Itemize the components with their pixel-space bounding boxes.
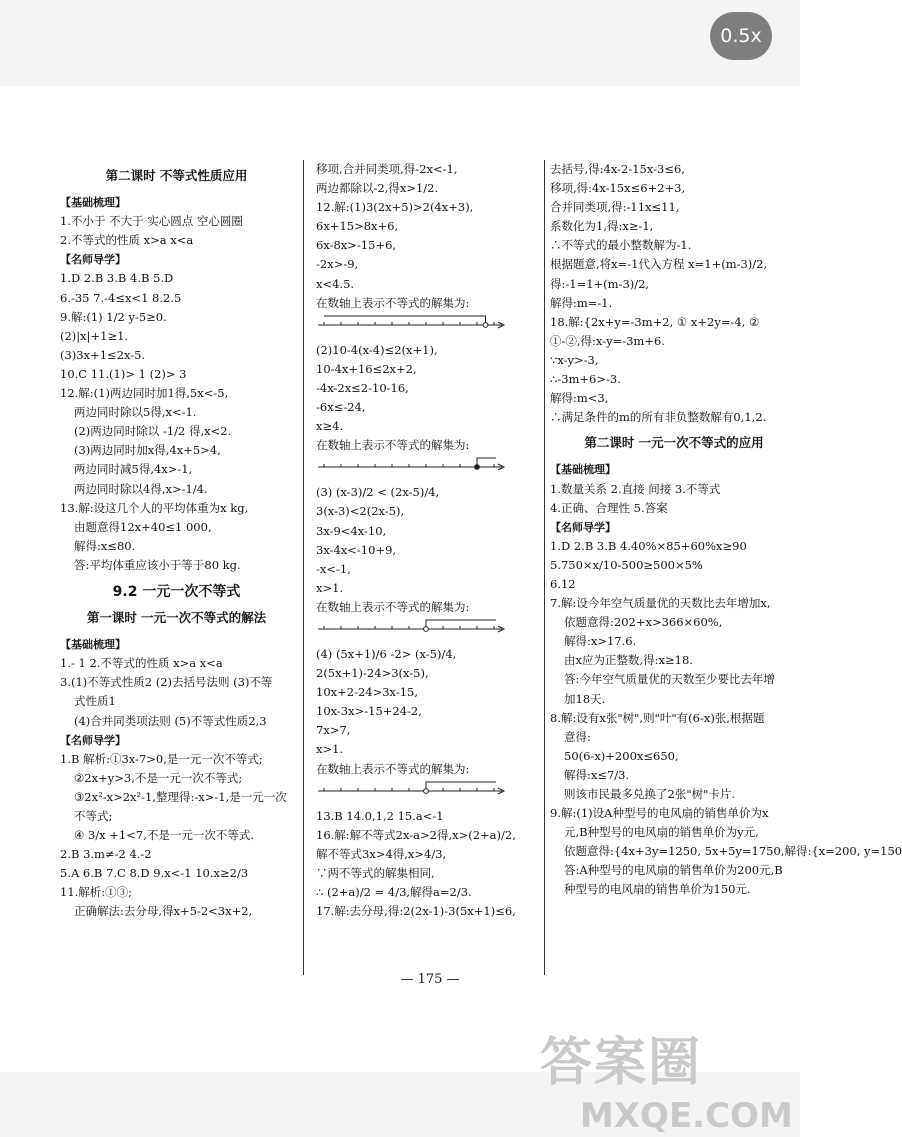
answer-line: x>1.	[316, 580, 344, 595]
answer-line: ②2x+y>3,不是一元一次不等式;	[74, 770, 243, 785]
answer-line: 6.12	[550, 576, 576, 591]
answer-line: (2)|x|+1≥1.	[60, 328, 129, 343]
answer-line: (4) (5x+1)/6 -2> (x-5)/4,	[316, 646, 457, 661]
answer-line: -x<-1,	[316, 561, 351, 576]
answer-line: 10.C 11.(1)> 1 (2)> 3	[60, 366, 187, 381]
answer-line: ∴不等式的最小整数解为-1.	[550, 238, 692, 253]
answer-line: 答:今年空气质量优的天数至少要比去年增	[564, 672, 775, 687]
answer-line: (3)两边同时加x得,4x+5>4,	[74, 443, 221, 458]
answer-line: 13.B 14.0,1,2 15.a<-1	[316, 808, 444, 823]
answer-line: 去括号,得:4x-2-15x-3≤6,	[550, 162, 685, 176]
section-tag: 【名师导学】	[550, 520, 616, 534]
answer-line: 50(6-x)+200x≤650,	[564, 748, 679, 763]
answer-line: 解得:x≤80.	[74, 538, 136, 553]
answer-line: 9.解:(1) 1/2 y-5≥0.	[60, 309, 167, 324]
answer-line: 1.不小于 不大于 实心圆点 空心圆圈	[60, 214, 243, 229]
section-tag: 【名师导学】	[60, 733, 126, 747]
answer-line: 得:-1=1+(m-3)/2,	[550, 276, 650, 291]
endpoint-dot	[483, 322, 488, 327]
answer-line: 种型号的电风扇的销售单价为150元.	[564, 882, 751, 897]
lesson-title: 第二课时 不等式性质应用	[105, 168, 248, 183]
answer-line: 系数化为1,得:x≥-1,	[550, 219, 654, 234]
answer-line: -6x≤-24,	[316, 400, 366, 415]
section-title: 9.2 一元一次不等式	[112, 583, 241, 600]
answer-line: (4)合并同类项法则 (5)不等式性质2,3	[74, 713, 267, 728]
answer-line: 18.解:{2x+y=-3m+2, ① x+2y=-4, ②	[550, 314, 760, 329]
answer-line: 解不等式3x>4得,x>4/3,	[316, 846, 447, 861]
endpoint-dot	[475, 465, 480, 470]
answer-line: 在数轴上表示不等式的解集为:	[316, 761, 470, 776]
answer-line: 移项,合并同类项,得-2x<-1,	[316, 162, 458, 176]
lesson-title: 第一课时 一元一次不等式的解法	[86, 610, 267, 626]
answer-line: 正确解法:去分母,得x+5-2<3x+2,	[74, 904, 253, 919]
answer-line: -4x-2x≤2-10-16,	[316, 380, 409, 395]
answer-line: 由题意得12x+40≤1 000,	[74, 519, 212, 534]
answer-line: (3)3x+1≤2x-5.	[60, 347, 146, 362]
answer-line: (2)10-4(x-4)≤2(x+1),	[316, 342, 438, 357]
answer-line: 10x-3x>-15+24-2,	[316, 704, 422, 719]
answer-line: 在数轴上表示不等式的解集为:	[316, 599, 470, 614]
answer-line: -2x>-9,	[316, 257, 359, 272]
answer-line: 1.- 1 2.不等式的性质 x>a x<a	[60, 656, 223, 671]
answer-line: 两边同时除以5得,x<-1.	[74, 405, 197, 420]
answer-line: ∴满足条件的m的所有非负整数解有0,1,2.	[550, 410, 767, 425]
document-page	[60, 160, 902, 990]
section-tag: 【基础梳理】	[60, 196, 126, 210]
answer-line: 两边同时减5得,4x>-1,	[74, 462, 193, 477]
answer-line: ∴-3m+6>-3.	[550, 372, 621, 387]
answer-line: 6.-35 7.-4≤x<1 8.2.5	[60, 290, 182, 305]
answer-line: 1.B 解析:①3x-7>0,是一元一次不等式;	[60, 751, 263, 766]
answer-line: x≥4.	[316, 419, 344, 434]
answer-line: 解得:m=-1.	[550, 295, 613, 310]
answer-line: 由x应为正整数,得:x≥18.	[564, 653, 693, 668]
column-divider	[303, 160, 304, 975]
column-middle	[316, 160, 538, 921]
answer-line: 两边都除以-2,得x>1/2.	[316, 181, 439, 196]
section-tag: 【名师导学】	[60, 253, 126, 267]
column-left	[60, 160, 293, 922]
number-line	[316, 617, 506, 645]
answer-line: 7.解:设今年空气质量优的天数比去年增加x,	[550, 596, 771, 611]
solution-ray	[426, 620, 496, 629]
answer-line: 7x>7,	[316, 723, 351, 738]
watermark	[520, 1020, 800, 1137]
answer-line: 1.D 2.B 3.B 4.40%×85+60%x≥90	[550, 538, 747, 553]
number-line	[316, 779, 506, 807]
answer-line: 不等式;	[74, 809, 113, 823]
section-tag: 【基础梳理】	[60, 638, 126, 652]
answer-line: ∵x-y>-3,	[550, 352, 599, 367]
answer-line: 10-4x+16≤2x+2,	[316, 361, 417, 376]
answer-line: (2)两边同时除以 -1/2 得,x<2.	[74, 424, 232, 439]
page-number: — 175 —	[400, 972, 460, 987]
zoom-level-badge[interactable]: 0.5x	[710, 12, 772, 60]
answer-line: 在数轴上表示不等式的解集为:	[316, 438, 470, 453]
answer-line: 1.数量关系 2.直接 间接 3.不等式	[550, 481, 721, 496]
answer-line: 10x+2-24>3x-15,	[316, 685, 419, 700]
answer-line: 13.解:设这几个人的平均体重为x kg,	[60, 500, 249, 515]
answer-line: 8.解:设有x张"树",则"叶"有(6-x)张,根据题	[550, 710, 765, 725]
answer-line: 17.解:去分母,得:2(2x-1)-3(5x+1)≤6,	[316, 904, 516, 919]
answer-line: 2.B 3.m≠-2 4.-2	[60, 847, 152, 862]
answer-line: 11.解析:①③;	[60, 885, 133, 900]
answer-line: 9.解:(1)设A种型号的电风扇的销售单价为x	[550, 806, 769, 821]
answer-line: 解得:m<3,	[550, 391, 609, 406]
answer-line: 移项,得:4x-15x≤6+2+3,	[550, 181, 686, 196]
answer-line: 解得:x>17.6.	[564, 634, 637, 649]
answer-line: 3.(1)不等式性质2 (2)去括号法则 (3)不等	[60, 675, 273, 690]
answer-line: 答:平均体重应该小于等于80 kg.	[74, 557, 241, 572]
answer-line: 5.A 6.B 7.C 8.D 9.x<-1 10.x≥2/3	[60, 866, 249, 881]
solution-ray	[426, 782, 496, 791]
answer-line: (3) (x-3)/2 < (2x-5)/4,	[316, 485, 440, 500]
section-tag: 【基础梳理】	[550, 463, 616, 477]
answer-line: ∴ (2+a)/2 = 4/3,解得a=2/3.	[316, 885, 472, 899]
watermark-url: MXQE.COM	[580, 1096, 793, 1136]
endpoint-dot	[424, 788, 429, 793]
answer-line: 依题意得:{4x+3y=1250, 5x+5y=1750,解得:{x=200, y=150	[564, 844, 902, 859]
number-line	[316, 455, 506, 483]
lesson-title: 第二课时 一元一次不等式的应用	[584, 435, 764, 451]
answer-line: 元,B种型号的电风扇的销售单价为y元,	[564, 825, 759, 840]
answer-line: 答:A种型号的电风扇的销售单价为200元,B	[564, 863, 783, 878]
answer-line: 2.不等式的性质 x>a x<a	[60, 233, 194, 248]
answer-line: 加18天.	[564, 691, 606, 706]
answer-line: 两边同时除以4得,x>-1/4.	[74, 481, 208, 496]
solution-ray	[324, 316, 486, 325]
answer-line: 3(x-3)<2(2x-5),	[316, 504, 405, 519]
answer-line: 5.750×x/10-500≥500×5%	[550, 557, 703, 572]
answer-line: x>1.	[316, 742, 344, 757]
answer-line: 根据题意,将x=-1代入方程 x=1+(m-3)/2,	[550, 257, 768, 272]
solution-ray	[477, 458, 496, 467]
answer-line: 6x-8x>-15+6,	[316, 238, 397, 253]
answer-line: 1.D 2.B 3.B 4.B 5.D	[60, 271, 174, 286]
number-line	[316, 313, 506, 341]
answer-line: ④ 3/x +1<7,不是一元一次不等式.	[74, 828, 255, 843]
answer-line: 合并同类项,得:-11x≤11,	[550, 200, 680, 215]
answer-line: 解得:x≤7/3.	[564, 767, 630, 782]
answer-line: x<4.5.	[316, 276, 355, 291]
answer-line: 意得:	[564, 729, 591, 744]
column-right	[550, 160, 902, 900]
answer-line: 式性质1	[74, 694, 116, 709]
answer-line: 3x-9<4x-10,	[316, 523, 387, 538]
answer-line: 12.解:(1)两边同时加1得,5x<-5,	[60, 386, 229, 401]
answer-line: ①-②,得:x-y=-3m+6.	[550, 333, 665, 348]
viewer-top-bar	[0, 0, 800, 86]
answer-line: 6x+15>8x+6,	[316, 219, 399, 234]
column-divider	[544, 160, 545, 975]
answer-line: ∵两不等式的解集相同,	[316, 865, 435, 880]
watermark-logo-text: 答案圈	[540, 1033, 703, 1093]
answer-line: 3x-4x<-10+9,	[316, 542, 397, 557]
answer-line: 2(5x+1)-24>3(x-5),	[316, 666, 429, 681]
answer-line: ③2x²-x>2x²-1,整理得:-x>-1,是一元一次	[74, 789, 287, 804]
answer-line: 依题意得:202+x>366×60%,	[564, 615, 723, 630]
answer-line: 则该市民最多兑换了2张"树"卡片.	[564, 787, 736, 801]
answer-line: 12.解:(1)3(2x+5)>2(4x+3),	[316, 200, 474, 215]
endpoint-dot	[424, 627, 429, 632]
answer-line: 16.解:解不等式2x-a>2得,x>(2+a)/2,	[316, 827, 516, 842]
answer-line: 4.正确、合理性 5.答案	[550, 500, 668, 515]
answer-line: 在数轴上表示不等式的解集为:	[316, 295, 470, 310]
